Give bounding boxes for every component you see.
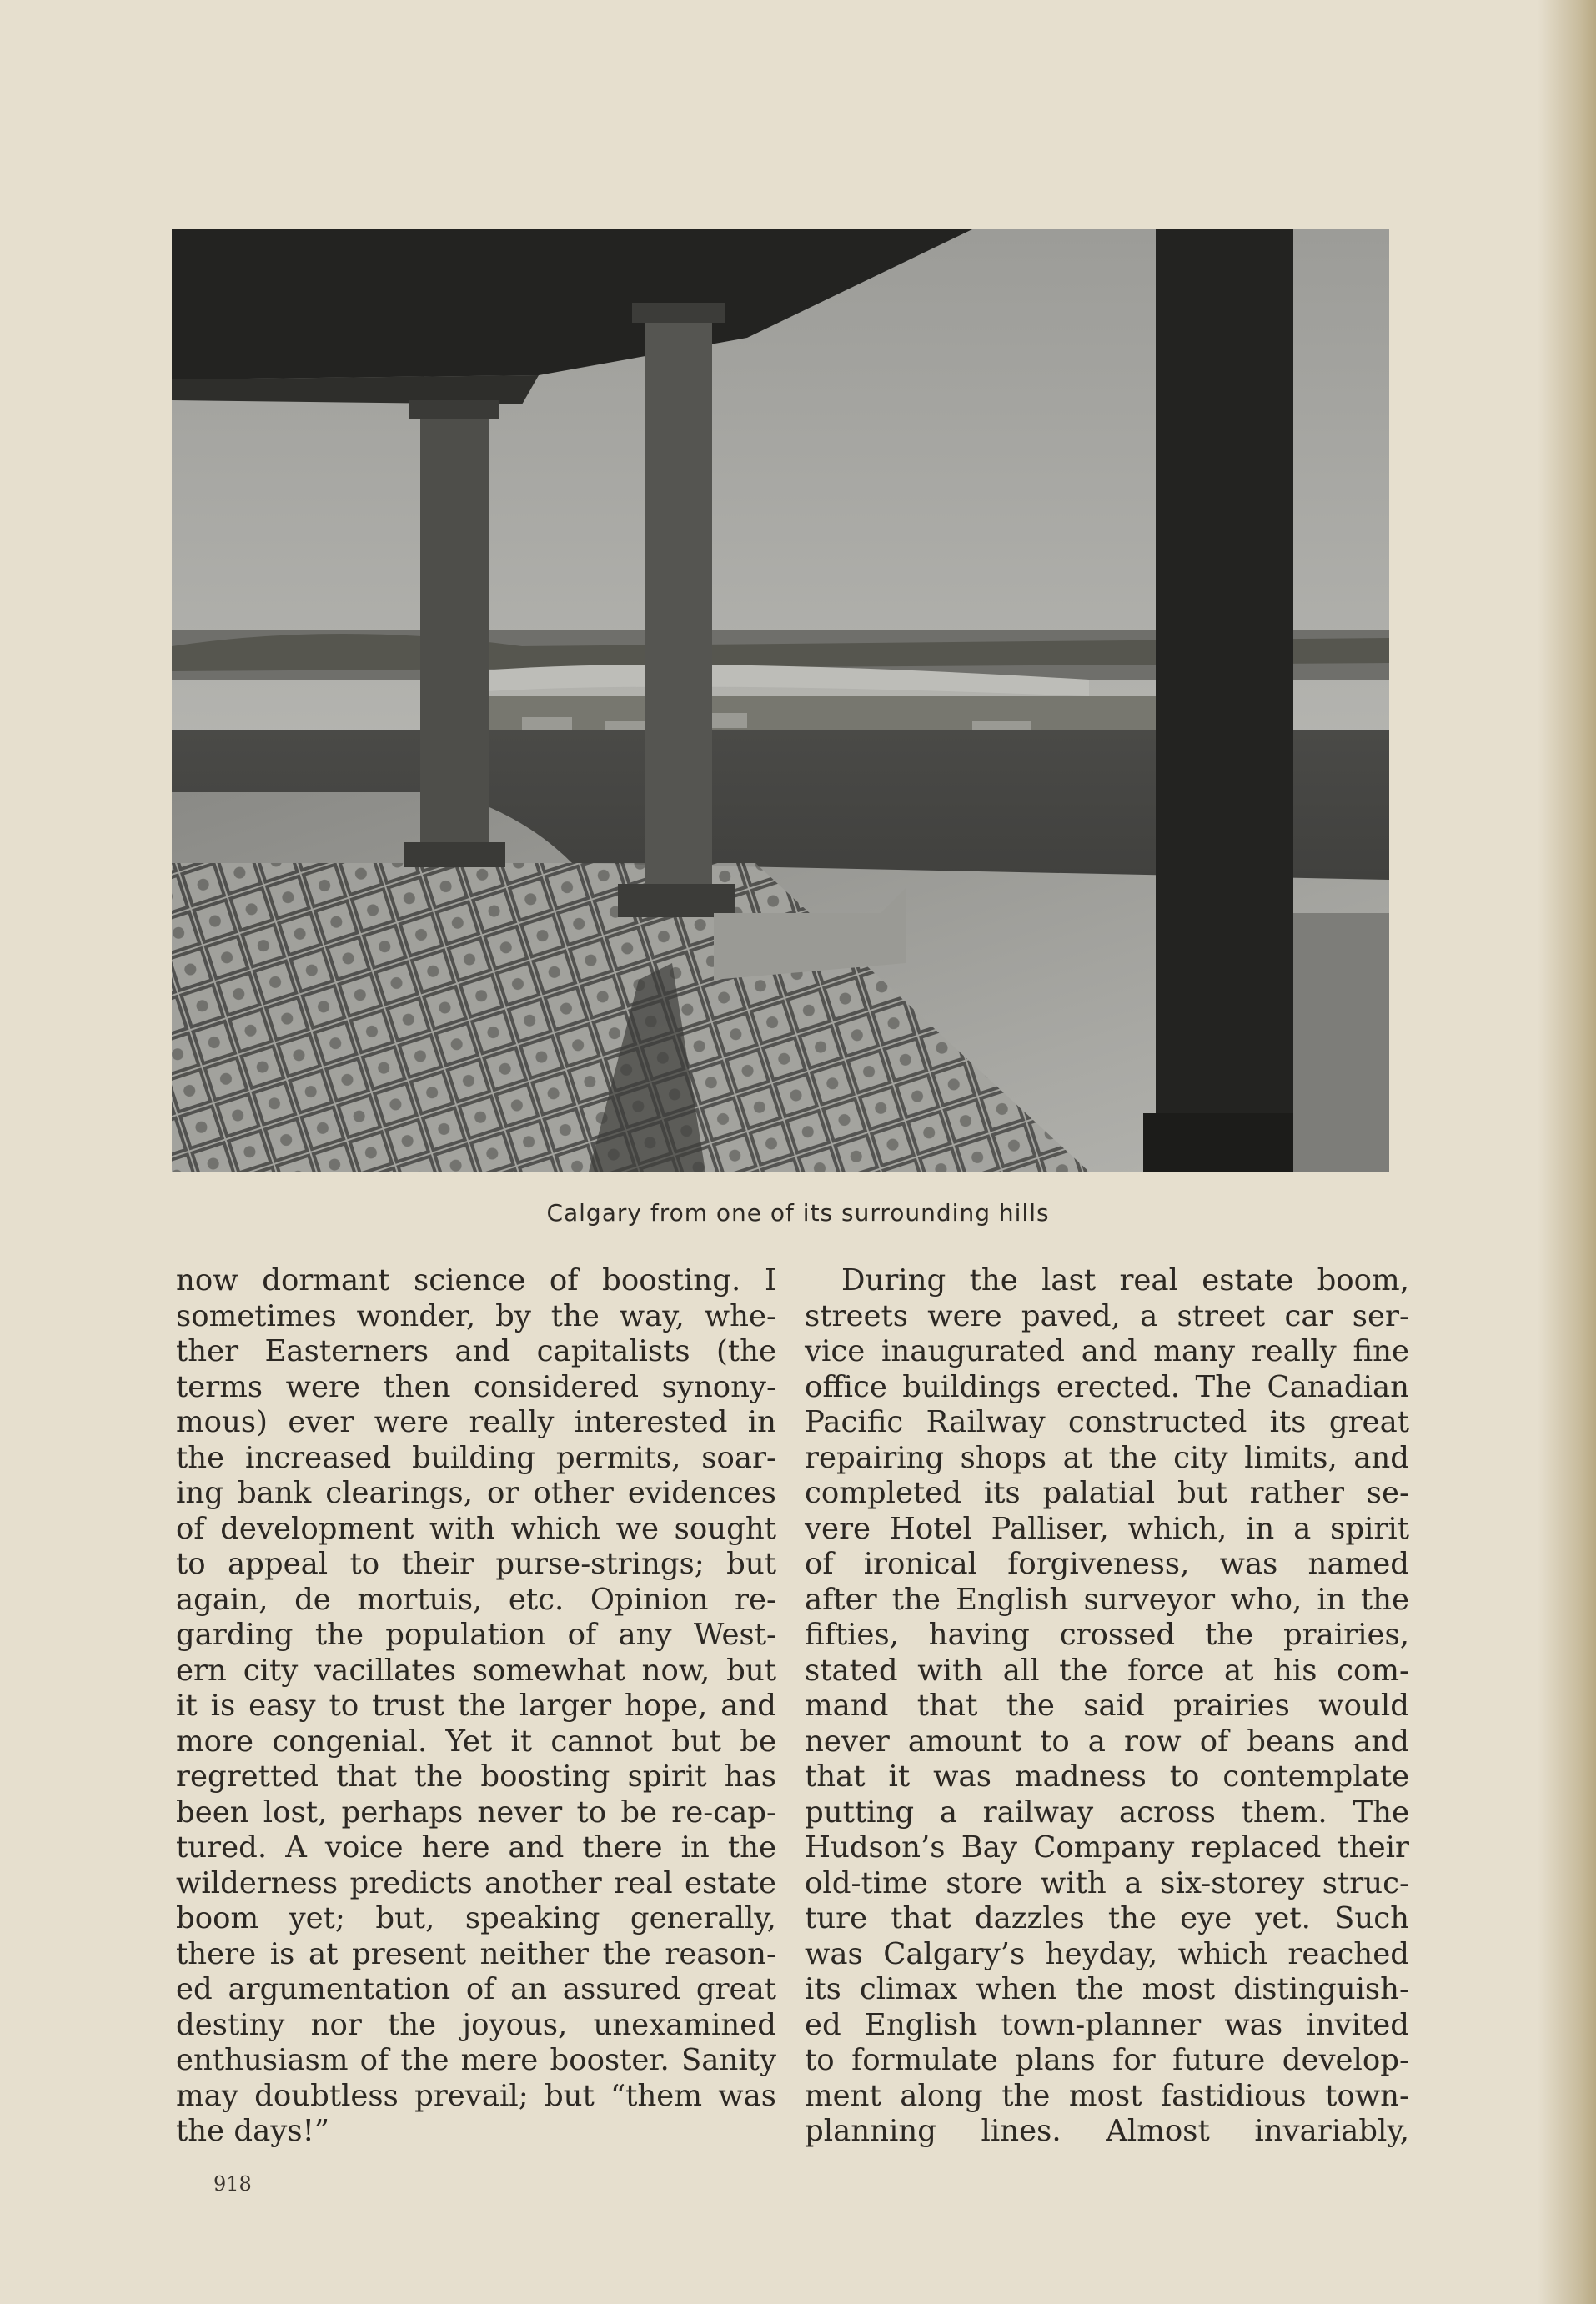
page-edge-shadow [1538,0,1596,2304]
text-line: planning lines. Almost invariably, [805,2114,1409,2148]
text-line: mand that the said prairies would [805,1689,1409,1723]
text-line: enthusiasm of the mere booster. Sanity [176,2043,776,2077]
text-line: there is at present neither the reason- [176,1936,776,1971]
text-line: fifties, having crossed the prairies, [805,1618,1409,1652]
calgary-photograph [172,229,1389,1172]
photo-caption: Calgary from one of its surrounding hills [546,1199,1050,1227]
right-text-column [805,1263,1409,2150]
colonnade-view-illustration [172,229,1389,1172]
text-line: the increased building permits, soar- [176,1440,776,1475]
text-line: after the English surveyor who, in the [805,1582,1409,1617]
text-line: of ironical forgiveness, was named [805,1547,1409,1581]
text-line: vice inaugurated and many really fine [805,1334,1409,1368]
text-line: regretted that the boosting spirit has [176,1759,776,1794]
text-line: now dormant science of boosting. I [176,1263,776,1298]
text-line: streets were paved, a street car ser- [805,1298,1409,1333]
text-line: putting a railway across them. The [805,1795,1409,1830]
text-line: ing bank clearings, or other evidences [176,1476,776,1510]
text-line: may doubtless prevail; but “them was [176,2078,776,2113]
text-line: ment along the most fastidious town- [805,2078,1409,2113]
text-line: wilderness predicts another real estate [176,1865,776,1900]
text-line: to formulate plans for future develop- [805,2043,1409,2077]
text-line: ed English town-planner was invited [805,2007,1409,2042]
text-line: sometimes wonder, by the way, whe- [176,1298,776,1333]
text-line: again, de mortuis, etc. Opinion re- [176,1582,776,1617]
text-line: ern city vacillates somewhat now, but [176,1653,776,1688]
text-line: to appeal to their purse-strings; but [176,1547,776,1581]
text-line: never amount to a row of beans and [805,1724,1409,1759]
text-line: more congenial. Yet it cannot but be [176,1724,776,1759]
text-line: old-time store with a six-storey struc- [805,1865,1409,1900]
text-line: of development with which we sought [176,1511,776,1546]
text-line: it is easy to trust the larger hope, and [176,1689,776,1723]
text-line: was Calgary’s heyday, which reached [805,1936,1409,1971]
text-line: ed argumentation of an assured great [176,1972,776,2006]
text-line: the days!” [176,2114,330,2148]
text-line: repairing shops at the city limits, and [805,1440,1409,1475]
text-line: office buildings erected. The Canadian [805,1369,1409,1404]
text-line: that it was madness to contemplate [805,1759,1409,1794]
text-line: tured. A voice here and there in the [176,1830,776,1865]
text-line: vere Hotel Palliser, which, in a spirit [805,1511,1409,1546]
text-line: ther Easterners and capitalists (the [176,1334,776,1368]
text-line: destiny nor the joyous, unexamined [176,2007,776,2042]
text-line: During the last real estate boom, [841,1263,1409,1298]
left-text-column [176,1263,776,2150]
text-line: boom yet; but, speaking generally, [176,1901,776,1935]
text-line: ture that dazzles the eye yet. Such [805,1901,1409,1935]
text-line: Hudson’s Bay Company replaced their [805,1830,1409,1865]
text-line: been lost, perhaps never to be re-cap- [176,1795,776,1830]
text-line: mous) ever were really interested in [176,1405,776,1439]
text-line: stated with all the force at his com- [805,1653,1409,1688]
text-line: garding the population of any West- [176,1618,776,1652]
text-line: its climax when the most distinguish- [805,1972,1409,2006]
text-line: Pacific Railway constructed its great [805,1405,1409,1439]
page-number: 918 [213,2172,252,2196]
text-line: terms were then considered synony- [176,1369,776,1404]
text-line: completed its palatial but rather se- [805,1476,1409,1510]
